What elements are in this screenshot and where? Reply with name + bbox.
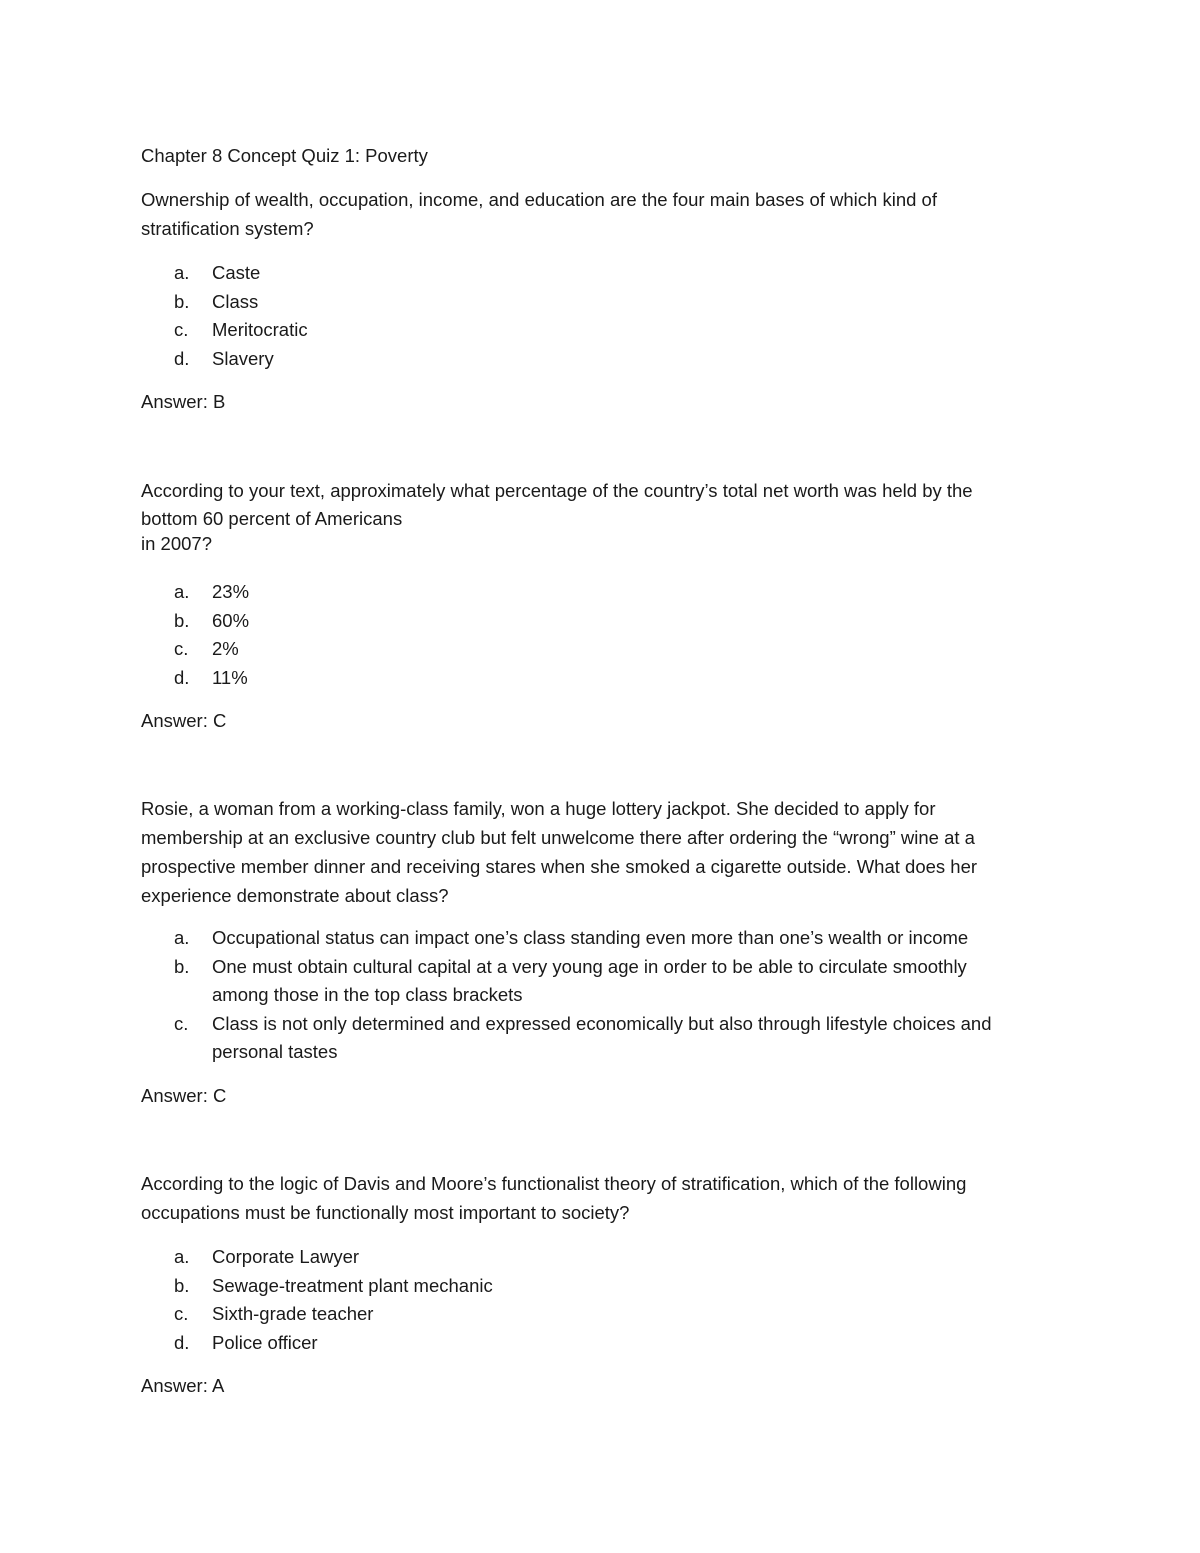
- question-4-answer: Answer: A: [141, 1375, 225, 1396]
- question-line: According to the logic of Davis and Moore’s functionalist theory of stratification, which of the following: [141, 1173, 967, 1194]
- question-3-options: [141, 924, 1061, 1067]
- question-line: Ownership of wealth, occupation, income, and education are the four main bases of which kind of: [141, 189, 937, 210]
- option-item: [141, 664, 1061, 693]
- question-1-answer: Answer: B: [141, 391, 226, 412]
- option-letter: b.: [174, 609, 190, 631]
- option-item: [141, 924, 1061, 953]
- option-letter: c.: [174, 1012, 189, 1034]
- option-text: Class: [212, 290, 259, 312]
- document-title: Chapter 8 Concept Quiz 1: Poverty: [141, 145, 428, 166]
- option-text: 11%: [212, 666, 248, 688]
- option-item: [141, 607, 1061, 636]
- option-item: [141, 259, 1061, 288]
- option-text: 23%: [212, 581, 250, 602]
- option-text: Class is not only determined and expressed economically but also through lifestyle choices and: [212, 1012, 992, 1034]
- option-letter: c.: [174, 638, 189, 659]
- option-text: personal tastes: [212, 1041, 338, 1062]
- question-line: Rosie, a woman from a working-class family, won a huge lottery jackpot. She decided to apply for: [141, 798, 936, 819]
- option-letter: b.: [174, 955, 190, 977]
- question-line: in 2007?: [141, 533, 212, 554]
- question-4-options: [141, 1243, 1061, 1357]
- option-letter: a.: [174, 927, 190, 948]
- option-letter: d.: [174, 347, 190, 369]
- option-text: Slavery: [212, 347, 274, 369]
- option-item: [141, 288, 1061, 317]
- option-item: [141, 1010, 1061, 1067]
- option-text: Police officer: [212, 1331, 318, 1353]
- question-line: bottom 60 percent of Americans: [141, 508, 403, 529]
- option-letter: a.: [174, 581, 190, 602]
- question-3-answer: Answer: C: [141, 1085, 227, 1106]
- option-text: 60%: [212, 609, 250, 631]
- option-text: Meritocratic: [212, 319, 308, 340]
- option-text: Caste: [212, 262, 261, 283]
- question-2-text: [141, 476, 1061, 555]
- option-item: [141, 953, 1061, 1010]
- option-text: Sewage-treatment plant mechanic: [212, 1274, 493, 1296]
- option-text: among those in the top class brackets: [212, 984, 523, 1005]
- question-line: experience demonstrate about class?: [141, 885, 449, 906]
- option-item: [141, 1329, 1061, 1358]
- option-letter: c.: [174, 319, 189, 340]
- option-item: [141, 1272, 1061, 1301]
- option-text: Sixth-grade teacher: [212, 1303, 374, 1324]
- option-letter: c.: [174, 1303, 189, 1324]
- option-item: [141, 345, 1061, 374]
- option-item: [141, 316, 1061, 345]
- question-line: According to your text, approximately what percentage of the country’s total net worth was held by the: [141, 480, 973, 501]
- option-letter: d.: [174, 666, 190, 688]
- question-3-text: [141, 794, 1061, 910]
- question-2-answer: Answer: C: [141, 710, 227, 731]
- option-letter: a.: [174, 262, 190, 283]
- question-1-text: [141, 185, 1061, 243]
- question-line: occupations must be functionally most important to society?: [141, 1202, 630, 1223]
- question-2-options: [141, 578, 1061, 692]
- option-letter: b.: [174, 290, 190, 312]
- question-1-options: [141, 259, 1061, 373]
- question-line: membership at an exclusive country club but felt unwelcome there after ordering the “wrong” wine at a: [141, 827, 975, 848]
- option-item: [141, 1300, 1061, 1329]
- option-item: [141, 635, 1061, 664]
- option-item: [141, 1243, 1061, 1272]
- question-4-text: [141, 1169, 1061, 1227]
- option-text: 2%: [212, 638, 239, 659]
- option-letter: b.: [174, 1274, 190, 1296]
- option-letter: a.: [174, 1246, 190, 1267]
- option-text: Corporate Lawyer: [212, 1246, 360, 1267]
- option-text: One must obtain cultural capital at a very young age in order to be able to circulate smoothly: [212, 955, 967, 977]
- question-line: stratification system?: [141, 218, 314, 239]
- question-line: prospective member dinner and receiving stares when she smoked a cigarette outside. What does her: [141, 856, 978, 877]
- option-item: [141, 578, 1061, 607]
- option-letter: d.: [174, 1331, 190, 1353]
- option-text: Occupational status can impact one’s class standing even more than one’s wealth or income: [212, 927, 969, 948]
